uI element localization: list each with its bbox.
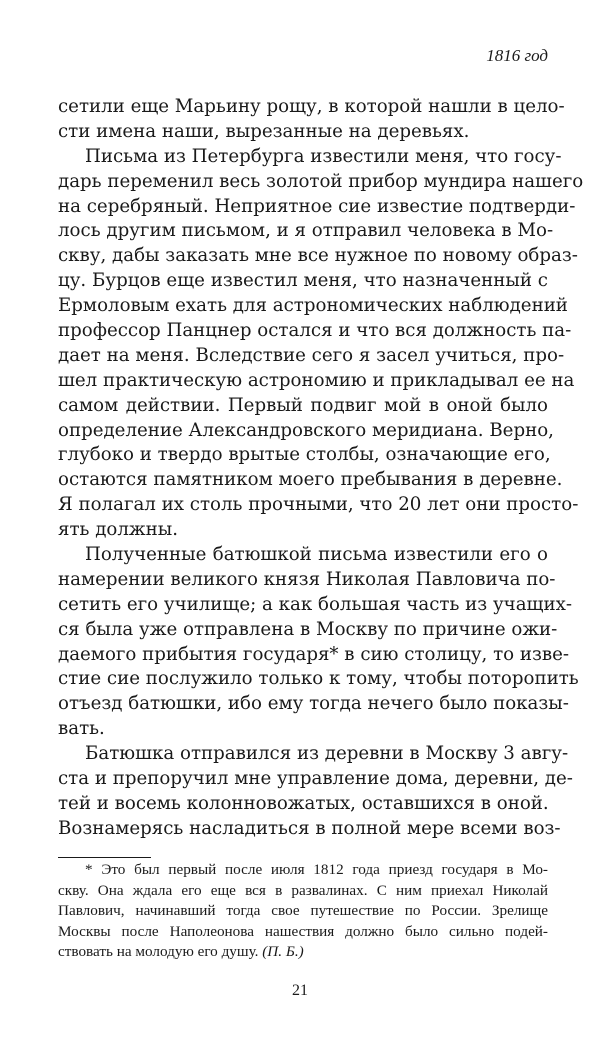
text-line: тей и восемь колонновожатых, оставшихся в оной.: [58, 792, 549, 814]
text-line: лось другим письмом, и я отправил человека в Мо-: [58, 220, 554, 242]
text-line: Ермоловым ехать для астрономических наблюдений: [58, 295, 568, 317]
text-line: цу. Бурцов еще известил меня, что назначенный с: [58, 270, 548, 292]
text-line: стие сие послужило только к тому, чтобы поторопить: [58, 668, 579, 690]
text-line: Я полагал их столь прочными, что 20 лет они просто-: [58, 494, 579, 516]
text-line: дарь переменил весь золотой прибор мундира нашего: [58, 170, 584, 192]
footnote-line: скву. Она ждала его еще вся в развалинах. С ним приехал Николай: [58, 881, 548, 899]
text-line: ся была уже отправлена в Москву по причине ожи-: [58, 618, 558, 640]
text-line: определение Александровского меридиана. Верно,: [58, 419, 554, 441]
text-line: отъезд батюшки, ибо ему тогда нечего было показы-: [58, 693, 569, 715]
footnote-line: Москвы после Наполеонова нашествия должно было сильно подей-: [58, 922, 548, 940]
text-line: сетили еще Марьину рощу, в которой нашли в цело-: [58, 96, 565, 117]
paragraph: [58, 742, 573, 842]
footnote: [58, 860, 548, 963]
text-line: Полученные батюшкой письма известили его о: [85, 544, 548, 566]
text-line: Вознамерясь насладиться в полной мере всеми воз-: [58, 817, 561, 839]
text-line: Батюшка отправился из деревни в Москву 3 авгу-: [85, 743, 569, 765]
text-line: ста и препоручил мне управление дома, деревни, де-: [58, 768, 573, 790]
running-head: 1816 год: [486, 46, 548, 65]
paragraph: [58, 95, 565, 145]
footnote-divider: [58, 857, 151, 858]
main-text: [58, 95, 584, 842]
page-number: 21: [292, 982, 308, 999]
footnote-line: Павлович, начинавший тогда свое путешествие по России. Зрелище: [58, 902, 548, 919]
paragraph: [58, 145, 584, 543]
footnote-attribution: (П. Б.): [262, 943, 304, 960]
text-line: Письма из Петербурга известили меня, что госу-: [85, 145, 562, 167]
text-line: даемого прибытия государя* в сию столицу, то изве-: [58, 643, 570, 665]
text-line: профессор Панцнер остался и что вся должность па-: [58, 320, 572, 342]
text-line: вать.: [58, 718, 105, 740]
text-line: намерении великого князя Николая Павловича по-: [58, 568, 556, 590]
text-line: скву, дабы заказать мне все нужное по новому образ-: [58, 245, 578, 267]
text-line: на серебряный. Неприятное сие известие подтверди-: [58, 195, 576, 217]
text-line: остаются памятником моего пребывания в деревне.: [58, 469, 563, 491]
paragraph: [58, 543, 579, 742]
text-line: самом действии. Первый подвиг мой в оной было: [58, 394, 548, 416]
text-line: сетить его училище; а как большая часть из учащих-: [58, 593, 572, 615]
text-line: глубоко и твердо врытые столбы, означающие его,: [58, 444, 551, 466]
text-line: шел практическую астрономию и прикладывал ее на: [58, 369, 575, 391]
footnote-line: ствовать на молодую его душу. (П. Б.): [58, 943, 304, 960]
text-line: сти имена наши, вырезанные на деревьях.: [58, 120, 470, 142]
footnote-line: * Это был первый после июля 1812 года приезд государя в Мо-: [85, 861, 548, 878]
text-line: дает на меня. Вследствие сего я засел учиться, про-: [58, 344, 565, 366]
text-line: ять должны.: [58, 519, 179, 541]
